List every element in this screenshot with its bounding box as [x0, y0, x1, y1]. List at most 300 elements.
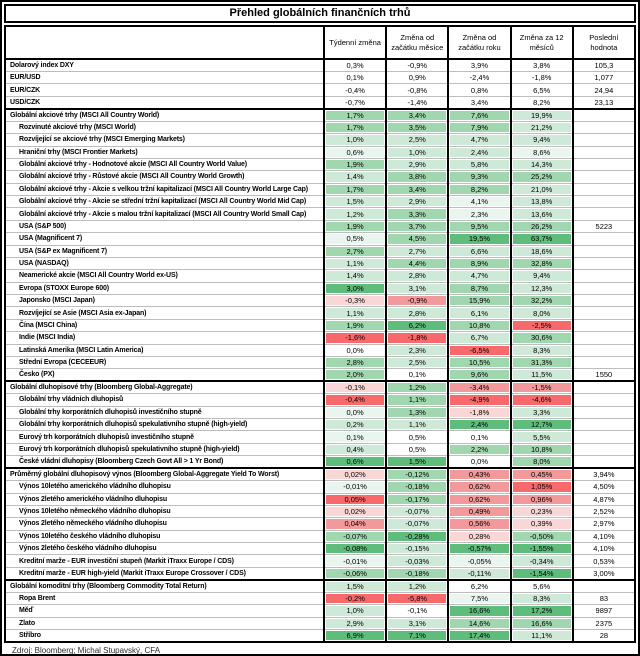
change-cell: -0,50% [511, 530, 573, 542]
change-cell: 4,5% [386, 233, 448, 245]
change-cell: 1,1% [324, 257, 386, 269]
table-row [5, 245, 635, 257]
change-cell: 11,1% [511, 629, 573, 642]
row-label: Kreditní marže - EUR high-yield (Markit iTraxx Europe Crossover / CDS) [5, 567, 324, 580]
row-label: Globální komoditní trhy (Bloomberg Commodity Total Return) [5, 580, 324, 593]
last-value-cell: 4,10% [573, 530, 635, 542]
change-cell: -0,9% [386, 295, 448, 307]
change-cell: 0,8% [448, 84, 510, 96]
change-cell: 0,1% [324, 431, 386, 443]
row-label: USA (Magnificent 7) [5, 233, 324, 245]
change-cell: 2,7% [324, 245, 386, 257]
last-value-cell [573, 146, 635, 158]
change-cell: -0,07% [386, 518, 448, 530]
column-header-last-value: Poslední hodnota [573, 26, 635, 59]
change-cell: 6,5% [511, 84, 573, 96]
column-header-ytd-change: Změna od začátku roku [448, 26, 510, 59]
change-cell: 2,3% [386, 344, 448, 356]
change-cell: 6,2% [448, 580, 510, 593]
change-cell: 0,02% [324, 505, 386, 517]
table-row [5, 59, 635, 72]
change-cell: 0,1% [448, 431, 510, 443]
change-cell: -1,55% [511, 543, 573, 555]
last-value-cell: 5223 [573, 220, 635, 232]
change-cell: -4,9% [448, 394, 510, 406]
change-cell: 21,0% [511, 183, 573, 195]
header-row [5, 26, 635, 59]
table-row [5, 394, 635, 406]
change-cell: 4,7% [448, 270, 510, 282]
last-value-cell [573, 257, 635, 269]
change-cell: 0,5% [386, 431, 448, 443]
column-header-mtd-change: Změna od začátku měsíce [386, 26, 448, 59]
section-row [5, 468, 635, 481]
change-cell: -0,18% [386, 567, 448, 580]
table-row [5, 617, 635, 629]
change-cell: 14,3% [511, 158, 573, 170]
table-row [5, 530, 635, 542]
last-value-cell: 4,87% [573, 493, 635, 505]
row-label: Globální akciové trhy - Akcie s malou tržní kapitalizací (MSCI All Country World Small Cap) [5, 208, 324, 220]
last-value-cell [573, 356, 635, 368]
table-row [5, 356, 635, 368]
change-cell: 1,9% [324, 220, 386, 232]
row-label: EUR/CZK [5, 84, 324, 96]
row-label: Výnos 10letého amerického vládního dluhopisu [5, 481, 324, 493]
table-row [5, 72, 635, 84]
last-value-cell: 4,50% [573, 481, 635, 493]
row-label: Globální dluhopisové trhy (Bloomberg Global-Aggregate) [5, 381, 324, 394]
change-cell: 1,4% [324, 171, 386, 183]
last-value-cell: 2,97% [573, 518, 635, 530]
change-cell: 5,5% [511, 431, 573, 443]
change-cell: 2,7% [386, 245, 448, 257]
last-value-cell [573, 183, 635, 195]
change-cell: 3,9% [448, 59, 510, 72]
change-cell: 17,2% [511, 605, 573, 617]
row-label: Střední Evropa (CECEEUR) [5, 356, 324, 368]
change-cell: 3,8% [386, 171, 448, 183]
change-cell: 32,8% [511, 257, 573, 269]
row-label: Čína (MSCI China) [5, 319, 324, 331]
change-cell: 10,8% [511, 443, 573, 455]
change-cell: 8,6% [511, 146, 573, 158]
change-cell: 0,5% [324, 233, 386, 245]
change-cell: -0,3% [324, 295, 386, 307]
last-value-cell [573, 134, 635, 146]
last-value-cell: 83 [573, 592, 635, 604]
table-row [5, 96, 635, 109]
row-label: Česko (PX) [5, 369, 324, 382]
change-cell: 2,0% [324, 369, 386, 382]
table-row [5, 257, 635, 269]
change-cell: 10,8% [448, 319, 510, 331]
row-label: Japonsko (MSCI Japan) [5, 295, 324, 307]
table-row [5, 319, 635, 331]
section-row [5, 381, 635, 394]
change-cell: 3,7% [386, 220, 448, 232]
last-value-cell [573, 171, 635, 183]
change-cell: -0,8% [386, 84, 448, 96]
change-cell: -1,8% [448, 406, 510, 418]
table-row [5, 121, 635, 133]
change-cell: 0,0% [324, 344, 386, 356]
table-row [5, 220, 635, 232]
row-label: EUR/USD [5, 72, 324, 84]
row-label: Výnos 2letého amerického vládního dluhopisu [5, 493, 324, 505]
row-label: Ropa Brent [5, 592, 324, 604]
change-cell: 3,4% [386, 183, 448, 195]
table-body [5, 59, 635, 642]
table-row [5, 406, 635, 418]
change-cell: 2,3% [448, 208, 510, 220]
change-cell: -0,01% [324, 555, 386, 567]
change-cell: 2,2% [448, 443, 510, 455]
row-label: Evropa (STOXX Europe 600) [5, 282, 324, 294]
change-cell: 14,6% [448, 617, 510, 629]
change-cell: 0,5% [386, 443, 448, 455]
change-cell: 9,3% [448, 171, 510, 183]
row-label: Hraniční trhy (MSCI Frontier Markets) [5, 146, 324, 158]
change-cell: 10,5% [448, 356, 510, 368]
change-cell: 31,3% [511, 356, 573, 368]
last-value-cell [573, 121, 635, 133]
row-label: Průměrný globální dluhopisový výnos (Bloomberg Global-Aggregate Yield To Worst) [5, 468, 324, 481]
change-cell: 2,5% [386, 134, 448, 146]
change-cell: 8,7% [448, 282, 510, 294]
change-cell: -1,5% [511, 381, 573, 394]
change-cell: 2,9% [386, 158, 448, 170]
table-row [5, 146, 635, 158]
row-label: Rozvíjející se akciové trhy (MSCI Emerging Markets) [5, 134, 324, 146]
change-cell: 1,5% [324, 196, 386, 208]
last-value-cell [573, 419, 635, 431]
change-cell: -0,06% [324, 567, 386, 580]
change-cell: 7,6% [448, 109, 510, 122]
change-cell: 1,3% [386, 406, 448, 418]
change-cell: 9,6% [448, 369, 510, 382]
change-cell: -0,05% [448, 555, 510, 567]
change-cell: 2,9% [386, 196, 448, 208]
last-value-cell [573, 319, 635, 331]
change-cell: 1,4% [324, 270, 386, 282]
change-cell: 19,9% [511, 109, 573, 122]
change-cell: 0,9% [386, 72, 448, 84]
row-label: USA (S&P 500) [5, 220, 324, 232]
change-cell: 7,5% [448, 592, 510, 604]
last-value-cell: 28 [573, 629, 635, 642]
last-value-cell: 9897 [573, 605, 635, 617]
change-cell: 12,7% [511, 419, 573, 431]
row-label: Výnos 2letého německého vládního dluhopisu [5, 518, 324, 530]
row-label: Globální akciové trhy - Hodnotové akcie (MSCI All Country World Value) [5, 158, 324, 170]
change-cell: 1,9% [324, 158, 386, 170]
table-row [5, 592, 635, 604]
change-cell: 2,5% [386, 356, 448, 368]
table-row [5, 369, 635, 382]
change-cell: 3,3% [386, 208, 448, 220]
change-cell: 63,7% [511, 233, 573, 245]
last-value-cell [573, 295, 635, 307]
change-cell: 18,6% [511, 245, 573, 257]
change-cell: 0,43% [448, 468, 510, 481]
change-cell: 0,0% [324, 406, 386, 418]
change-cell: 3,1% [386, 282, 448, 294]
change-cell: 3,1% [386, 617, 448, 629]
row-label: Globální akciové trhy (MSCI All Country World) [5, 109, 324, 122]
change-cell: 25,2% [511, 171, 573, 183]
row-label: Výnos 10letého českého vládního dluhopisu [5, 530, 324, 542]
change-cell: 15,9% [448, 295, 510, 307]
change-cell: 0,0% [448, 456, 510, 469]
change-cell: 8,0% [511, 307, 573, 319]
section-row [5, 580, 635, 593]
change-cell: 1,2% [386, 381, 448, 394]
row-label: Kreditní marže - EUR investiční stupeň (Markit iTraxx Europe / CDS) [5, 555, 324, 567]
change-cell: 2,8% [324, 356, 386, 368]
change-cell: -4,6% [511, 394, 573, 406]
change-cell: -1,8% [386, 332, 448, 344]
last-value-cell: 0,53% [573, 555, 635, 567]
change-cell: 30,6% [511, 332, 573, 344]
column-header-12m-change: Změna za 12 měsíců [511, 26, 573, 59]
change-cell: 6,2% [386, 319, 448, 331]
change-cell: -0,9% [386, 59, 448, 72]
table-row [5, 419, 635, 431]
change-cell: 0,6% [324, 146, 386, 158]
change-cell: 6,1% [448, 307, 510, 319]
change-cell: -0,11% [448, 567, 510, 580]
table-row [5, 282, 635, 294]
change-cell: 2,4% [448, 419, 510, 431]
change-cell: -0,57% [448, 543, 510, 555]
change-cell: -1,4% [386, 96, 448, 109]
change-cell: 12,3% [511, 282, 573, 294]
change-cell: 16,6% [448, 605, 510, 617]
table-row [5, 456, 635, 469]
last-value-cell: 1,077 [573, 72, 635, 84]
row-label: Latinská Amerika (MSCI Latin America) [5, 344, 324, 356]
change-cell: 8,0% [511, 456, 573, 469]
change-cell: -6,5% [448, 344, 510, 356]
row-label: Globální trhy korporátních dluhopisů investičního stupně [5, 406, 324, 418]
change-cell: -1,8% [511, 72, 573, 84]
table-row [5, 134, 635, 146]
table-row [5, 555, 635, 567]
row-label: Indie (MSCI India) [5, 332, 324, 344]
table-row [5, 443, 635, 455]
change-cell: 0,23% [511, 505, 573, 517]
table-row [5, 208, 635, 220]
change-cell: 4,1% [448, 196, 510, 208]
change-cell: -0,7% [324, 96, 386, 109]
change-cell: 13,8% [511, 196, 573, 208]
change-cell: 9,4% [511, 270, 573, 282]
change-cell: 2,9% [324, 617, 386, 629]
table-row [5, 605, 635, 617]
last-value-cell: 24,94 [573, 84, 635, 96]
table-row [5, 543, 635, 555]
row-label: Výnos 10letého německého vládního dluhopisu [5, 505, 324, 517]
change-cell: 0,28% [448, 530, 510, 542]
row-label: Stříbro [5, 629, 324, 642]
change-cell: 0,02% [324, 468, 386, 481]
last-value-cell [573, 406, 635, 418]
change-cell: 32,2% [511, 295, 573, 307]
change-cell: 0,45% [511, 468, 573, 481]
change-cell: 0,2% [324, 419, 386, 431]
change-cell: 1,2% [324, 208, 386, 220]
row-label: Eurový trh korporátních dluhopisů spekulativního stupně (high-yield) [5, 443, 324, 455]
change-cell: 3,3% [511, 406, 573, 418]
change-cell: 13,6% [511, 208, 573, 220]
change-cell: 0,62% [448, 481, 510, 493]
row-label: Globální trhy korporátních dluhopisů spekulativního stupně (high-yield) [5, 419, 324, 431]
change-cell: 17,4% [448, 629, 510, 642]
table-row [5, 196, 635, 208]
change-cell: 0,4% [324, 443, 386, 455]
change-cell: 0,96% [511, 493, 573, 505]
change-cell: 0,49% [448, 505, 510, 517]
table-row [5, 307, 635, 319]
change-cell: 2,8% [386, 307, 448, 319]
last-value-cell [573, 443, 635, 455]
change-cell: 0,39% [511, 518, 573, 530]
change-cell: 8,2% [511, 96, 573, 109]
section-row [5, 109, 635, 122]
change-cell: 19,5% [448, 233, 510, 245]
label-column-header [5, 26, 324, 59]
table-row [5, 171, 635, 183]
change-cell: -0,1% [386, 605, 448, 617]
change-cell: 1,9% [324, 319, 386, 331]
row-label: Globální akciové trhy - Růstové akcie (MSCI All Country World Growth) [5, 171, 324, 183]
change-cell: 1,1% [386, 419, 448, 431]
change-cell: -0,28% [386, 530, 448, 542]
change-cell: -0,2% [324, 592, 386, 604]
change-cell: 5,8% [448, 158, 510, 170]
last-value-cell [573, 394, 635, 406]
change-cell: -2,4% [448, 72, 510, 84]
change-cell: 1,1% [324, 307, 386, 319]
source-note: Zdroj: Bloomberg; Michal Stupavský, CFA [12, 645, 161, 655]
last-value-cell [573, 344, 635, 356]
change-cell: -1,54% [511, 567, 573, 580]
change-cell: 2,8% [386, 270, 448, 282]
change-cell: 8,9% [448, 257, 510, 269]
change-cell: 3,4% [448, 96, 510, 109]
last-value-cell [573, 580, 635, 593]
change-cell: 1,7% [324, 109, 386, 122]
change-cell: 5,6% [511, 580, 573, 593]
change-cell: -0,34% [511, 555, 573, 567]
change-cell: -0,1% [324, 381, 386, 394]
row-label: Globální trhy vládních dluhopisů [5, 394, 324, 406]
change-cell: 1,0% [324, 134, 386, 146]
change-cell: 9,4% [511, 134, 573, 146]
change-cell: 1,05% [511, 481, 573, 493]
last-value-cell [573, 307, 635, 319]
change-cell: 7,1% [386, 629, 448, 642]
row-label: Globální akciové trhy - Akcie se střední tržní kapitalizací (MSCI All Country World Mid Cap) [5, 196, 324, 208]
change-cell: -3,4% [448, 381, 510, 394]
last-value-cell: 2,52% [573, 505, 635, 517]
last-value-cell: 1550 [573, 369, 635, 382]
change-cell: 0,04% [324, 518, 386, 530]
last-value-cell [573, 196, 635, 208]
last-value-cell: 3,00% [573, 567, 635, 580]
change-cell: 4,4% [386, 257, 448, 269]
change-cell: 1,0% [386, 146, 448, 158]
change-cell: -0,08% [324, 543, 386, 555]
change-cell: 0,56% [448, 518, 510, 530]
row-label: Zlato [5, 617, 324, 629]
last-value-cell [573, 245, 635, 257]
change-cell: 3,0% [324, 282, 386, 294]
change-cell: -0,15% [386, 543, 448, 555]
table-row [5, 84, 635, 96]
last-value-cell [573, 332, 635, 344]
last-value-cell [573, 282, 635, 294]
change-cell: 8,3% [511, 344, 573, 356]
change-cell: 6,9% [324, 629, 386, 642]
change-cell: 0,62% [448, 493, 510, 505]
row-label: USD/CZK [5, 96, 324, 109]
table-row [5, 629, 635, 642]
last-value-cell: 23,13 [573, 96, 635, 109]
change-cell: -2,5% [511, 319, 573, 331]
change-cell: -0,18% [386, 481, 448, 493]
change-cell: 1,5% [386, 456, 448, 469]
change-cell: 0,6% [324, 456, 386, 469]
row-label: Dolarový index DXY [5, 59, 324, 72]
markets-table [4, 25, 636, 643]
last-value-cell: 4,10% [573, 543, 635, 555]
last-value-cell: 2375 [573, 617, 635, 629]
row-label: Rozvinuté akciové trhy (MSCI World) [5, 121, 324, 133]
change-cell: 1,5% [324, 580, 386, 593]
change-cell: 1,1% [386, 394, 448, 406]
table-row [5, 518, 635, 530]
change-cell: 7,9% [448, 121, 510, 133]
change-cell: -0,03% [386, 555, 448, 567]
last-value-cell [573, 456, 635, 469]
row-label: Rozvíjející se Asie (MSCI Asia ex-Japan) [5, 307, 324, 319]
change-cell: -0,01% [324, 481, 386, 493]
table-row [5, 295, 635, 307]
change-cell: -0,4% [324, 84, 386, 96]
change-cell: 6,6% [448, 245, 510, 257]
row-label: USA (S&P ex Magnificent 7) [5, 245, 324, 257]
row-label: USA (NASDAQ) [5, 257, 324, 269]
row-label: Eurový trh korporátních dluhopisů investičního stupně [5, 431, 324, 443]
table-row [5, 567, 635, 580]
change-cell: 4,7% [448, 134, 510, 146]
change-cell: 1,2% [386, 580, 448, 593]
change-cell: 9,5% [448, 220, 510, 232]
change-cell: 0,05% [324, 493, 386, 505]
change-cell: -0,4% [324, 394, 386, 406]
table-row [5, 183, 635, 195]
last-value-cell [573, 381, 635, 394]
row-label: Globální akciové trhy - Akcie s velkou tržní kapitalizací (MSCI All Country World Large Cap) [5, 183, 324, 195]
change-cell: -0,17% [386, 493, 448, 505]
last-value-cell [573, 431, 635, 443]
table-row [5, 332, 635, 344]
table-row [5, 481, 635, 493]
change-cell: 8,2% [448, 183, 510, 195]
change-cell: 0,1% [386, 369, 448, 382]
